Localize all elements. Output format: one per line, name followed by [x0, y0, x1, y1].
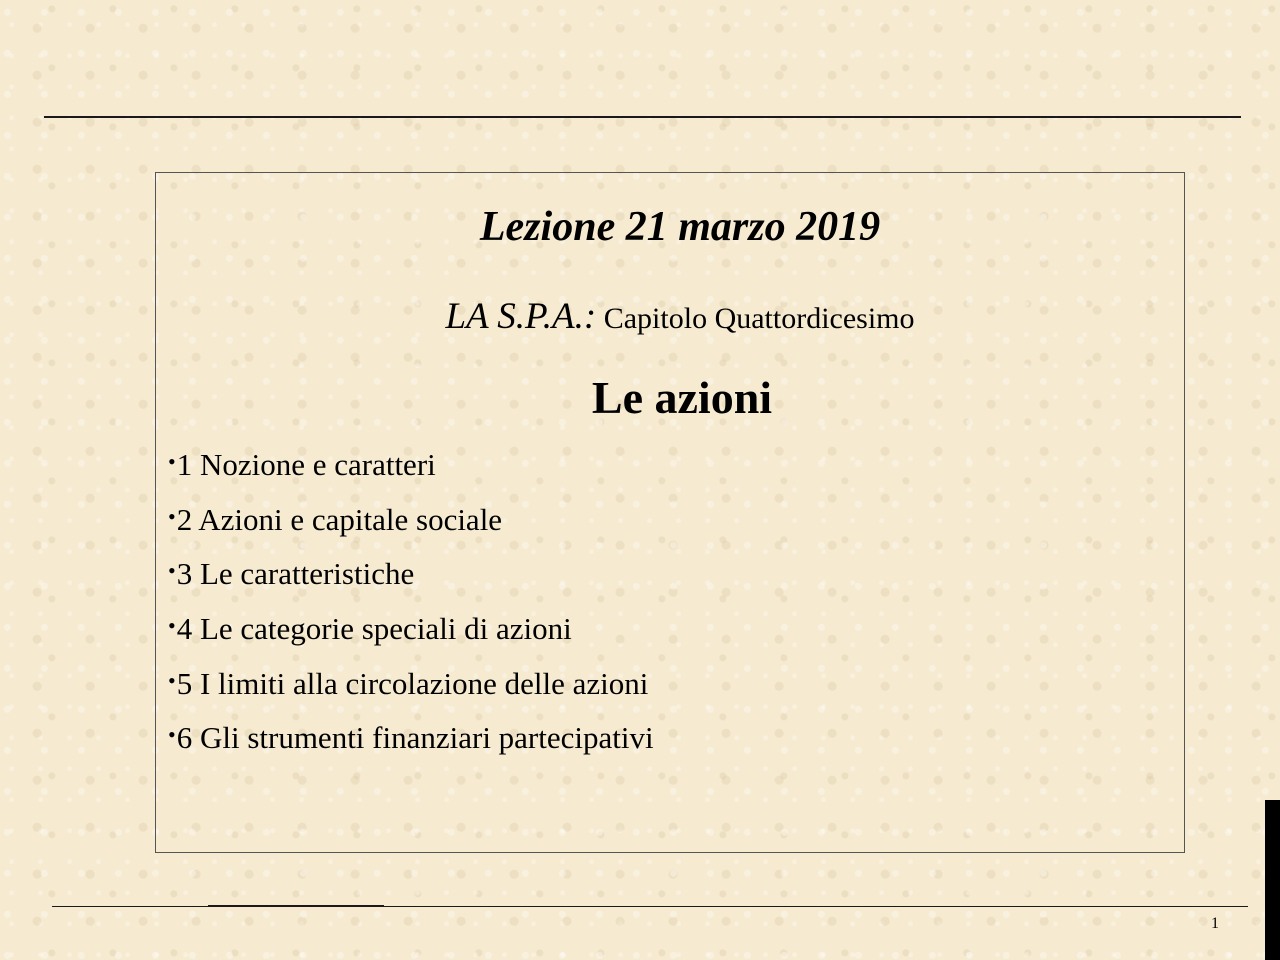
edge-bar [1265, 800, 1280, 960]
list-item: •5 I limiti alla circolazione delle azioni [168, 665, 649, 701]
slide-title: Lezione 21 marzo 2019 [479, 204, 881, 250]
bullet-icon: • [168, 503, 176, 529]
topic-list [168, 441, 654, 769]
bullet-icon: • [168, 667, 176, 693]
bullet-icon: • [168, 449, 176, 474]
slide-subtitle [166, 295, 1194, 338]
list-item: •3 Le caratteristiche [168, 556, 415, 592]
bullet-icon: • [168, 722, 176, 748]
bottom-rule-accent [208, 905, 384, 907]
section-heading: Le azioni [591, 372, 773, 423]
page-number: 1 [1211, 915, 1219, 932]
bullet-icon: • [168, 613, 176, 639]
content-frame [155, 172, 1185, 853]
subtitle-chapter: Capitolo Quattordicesimo [596, 302, 915, 335]
list-item: •6 Gli strumenti finanziari partecipativi [168, 720, 654, 756]
subtitle-prefix: LA S.P.A.: [445, 296, 597, 337]
bullet-icon: • [168, 558, 176, 584]
list-item: •2 Azioni e capitale sociale [168, 501, 503, 537]
list-item: •4 Le categorie speciali di azioni [168, 611, 572, 647]
top-rule [44, 116, 1241, 118]
list-item: •1 Nozione e caratteri [168, 447, 436, 482]
